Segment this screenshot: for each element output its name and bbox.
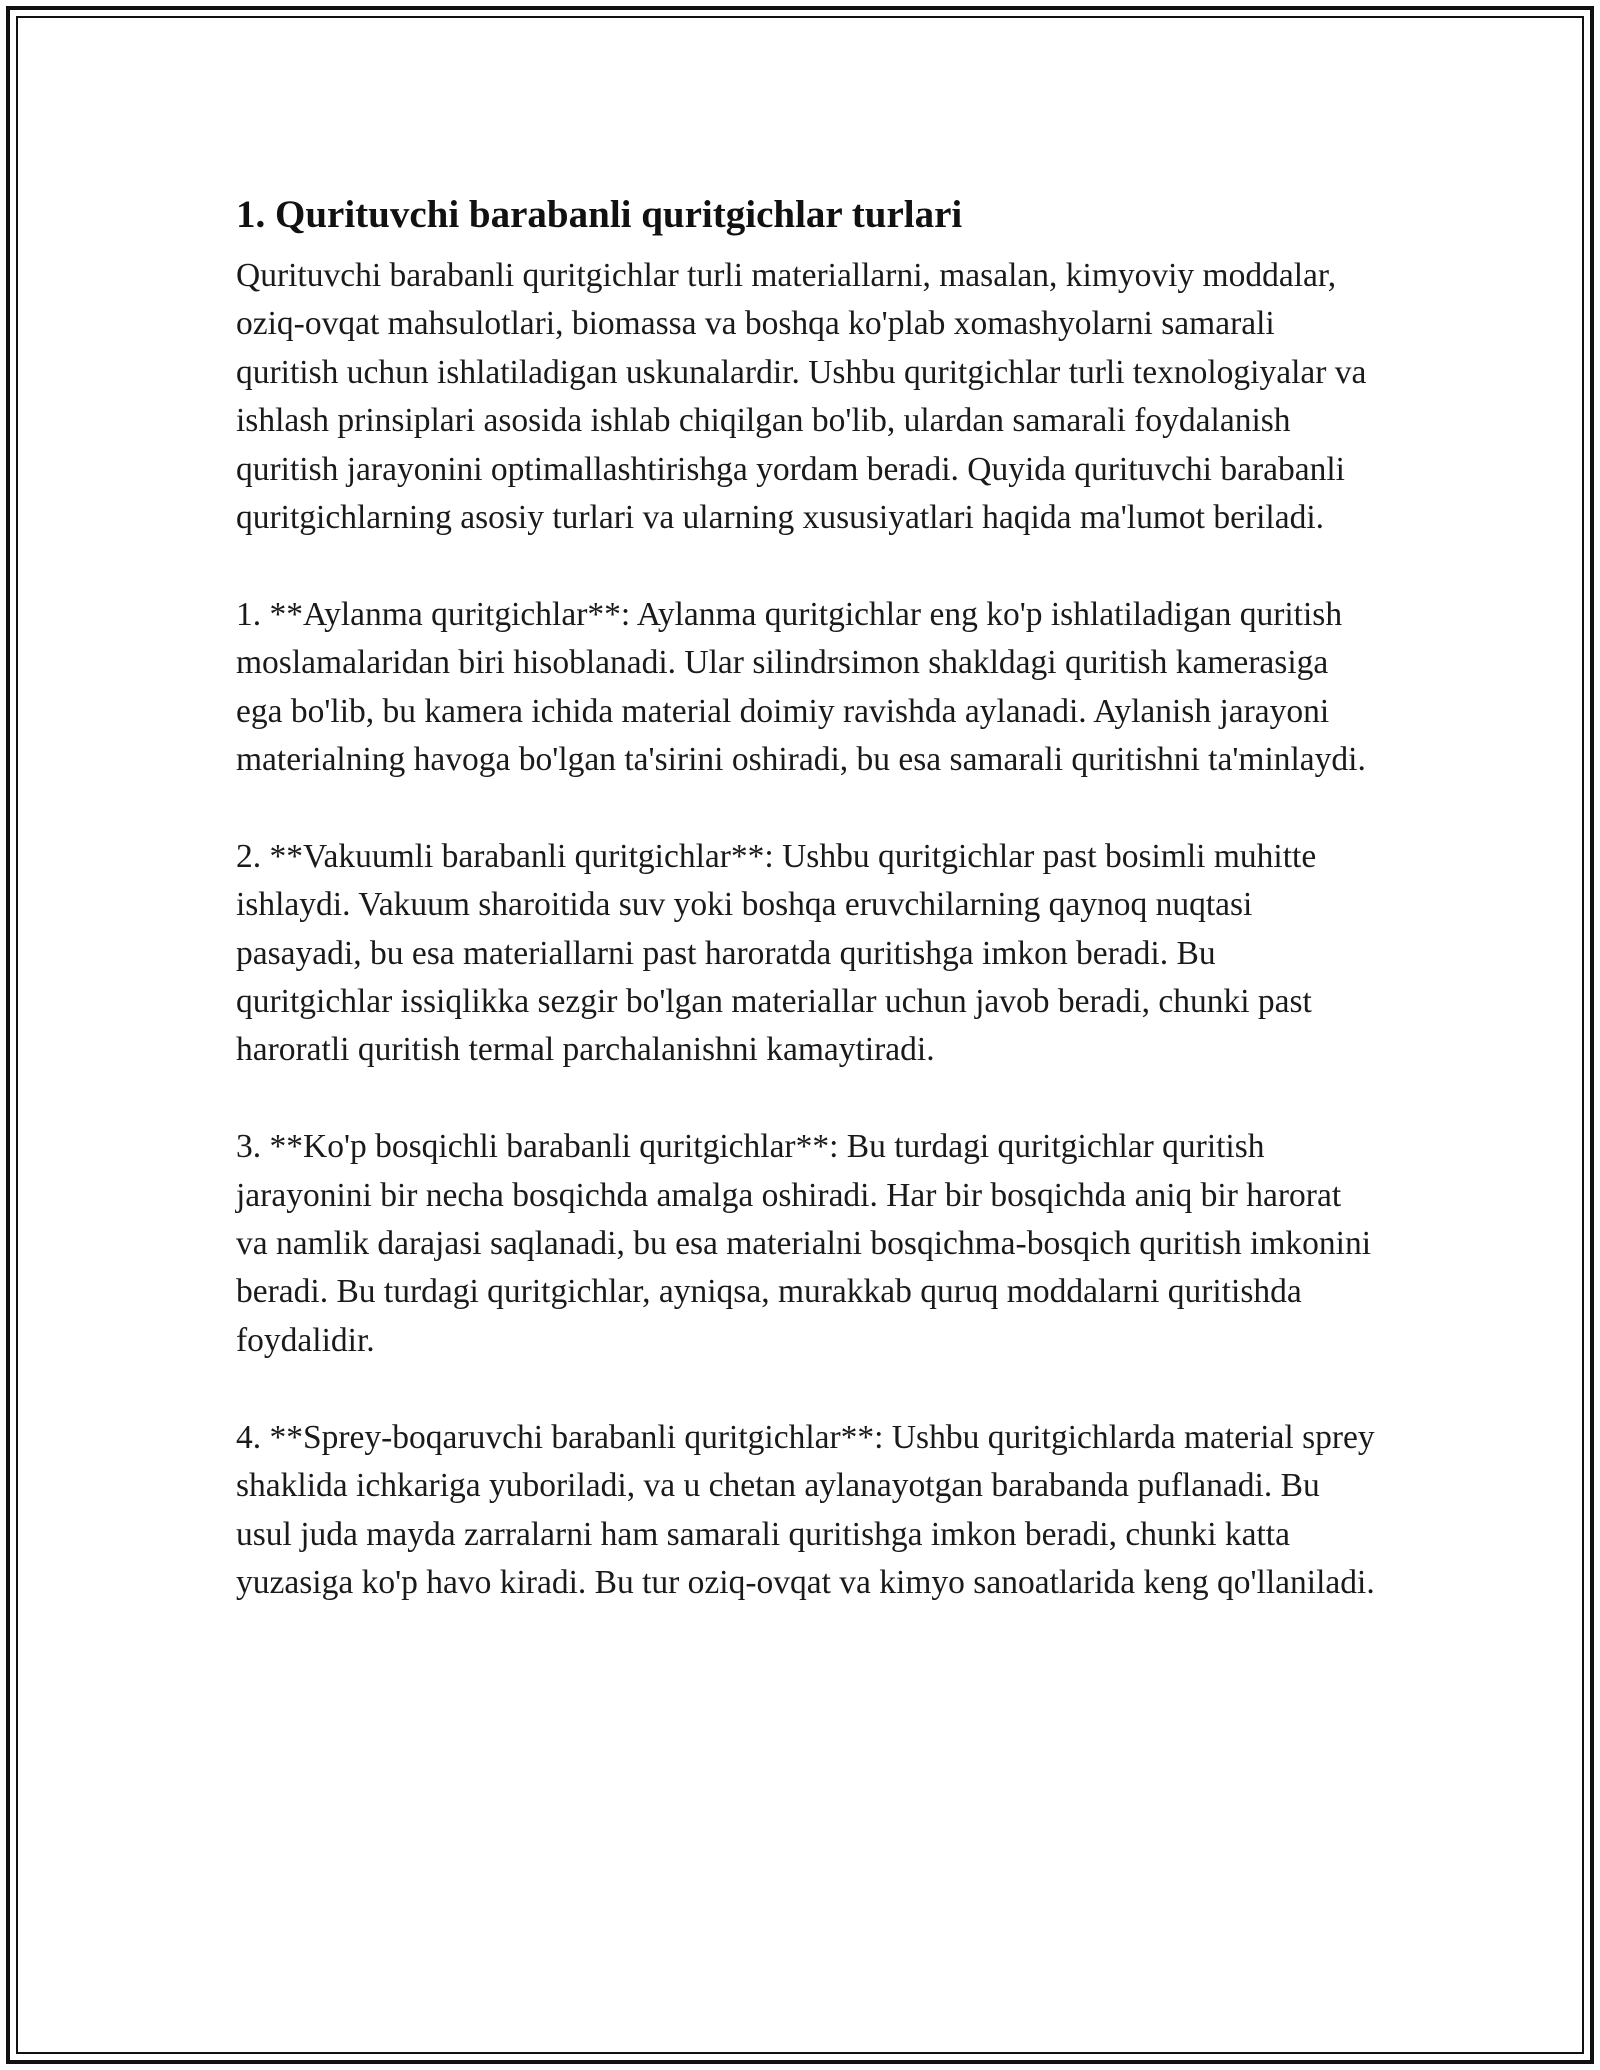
section-heading: 1. Qurituvchi barabanli quritgichlar turlari (236, 193, 963, 236)
list-item-spray-drum-dryers: 4. **Sprey-boqaruvchi barabanli quritgichlar**: Ushbu quritgichlarda material sprey shaklida ichkariga yuboriladi, va u chetan aylanayotgan barabanda puflanadi. Bu usul juda mayda zarralarni ham samarali quritishga imkon beradi, chunki katta yuzasiga ko'p havo kiradi. Bu tur oziq-ovqat va kimyo sanoatlarida keng qo'llaniladi. (236, 1418, 1375, 1601)
list-item-multistage-drum-dryers: 3. **Ko'p bosqichli barabanli quritgichlar**: Bu turdagi quritgichlar quritish jarayonini bir necha bosqichda amalga oshiradi. Har bir bosqichda aniq bir harorat va namlik darajasi saqlanadi, bu esa materialni bosqichma-bosqich quritish imkonini beradi. Bu turdagi quritgichlar, ayniqsa, murakkab quruq moddalarni quritishda foydalidir. (236, 1128, 1372, 1359)
list-item-rotary-dryers: 1. **Aylanma quritgichlar**: Aylanma quritgichlar eng ko'p ishlatiladigan quritish moslamalaridan biri hisoblanadi. Ular silindrsimon shakldagi quritish kamerasiga ega bo'lib, bu kamera ichida material doimiy ravishda aylanadi. Aylanish jarayoni materialning havoga bo'lgan ta'sirini oshiradi, bu esa samarali quritishni ta'minlaydi. (236, 595, 1366, 779)
intro-paragraph: Qurituvchi barabanli quritgichlar turli materiallarni, masalan, kimyoviy moddalar, oziq-ovqat mahsulotlari, biomassa va boshqa ko'plab xomashyolarni samarali quritish uchun ishlatiladigan uskunalardir. Ushbu quritgichlar turli texnologiyalar va ishlash prinsiplari asosida ishlab chiqilgan bo'lib, ulardan samarali foydalanish quritish jarayonini optimallashtirishga yordam beradi. Quyida qurituvchi barabanli quritgichlarning asosiy turlari va ularning xususiyatlari haqida ma'lumot beriladi. (236, 257, 1367, 537)
list-item-vacuum-drum-dryers: 2. **Vakuumli barabanli quritgichlar**: Ushbu quritgichlar past bosimli muhitte ishlaydi. Vakuum sharoitida suv yoki boshqa eruvchilarning qaynoq nuqtasi pasayadi, bu esa materiallarni past haroratda quritishga imkon beradi. Bu quritgichlar issiqlikka sezgir bo'lgan materiallar uchun javob beradi, chunki past haroratli quritish termal parchalanishni kamaytiradi. (236, 837, 1317, 1069)
document-body (236, 186, 1376, 1656)
